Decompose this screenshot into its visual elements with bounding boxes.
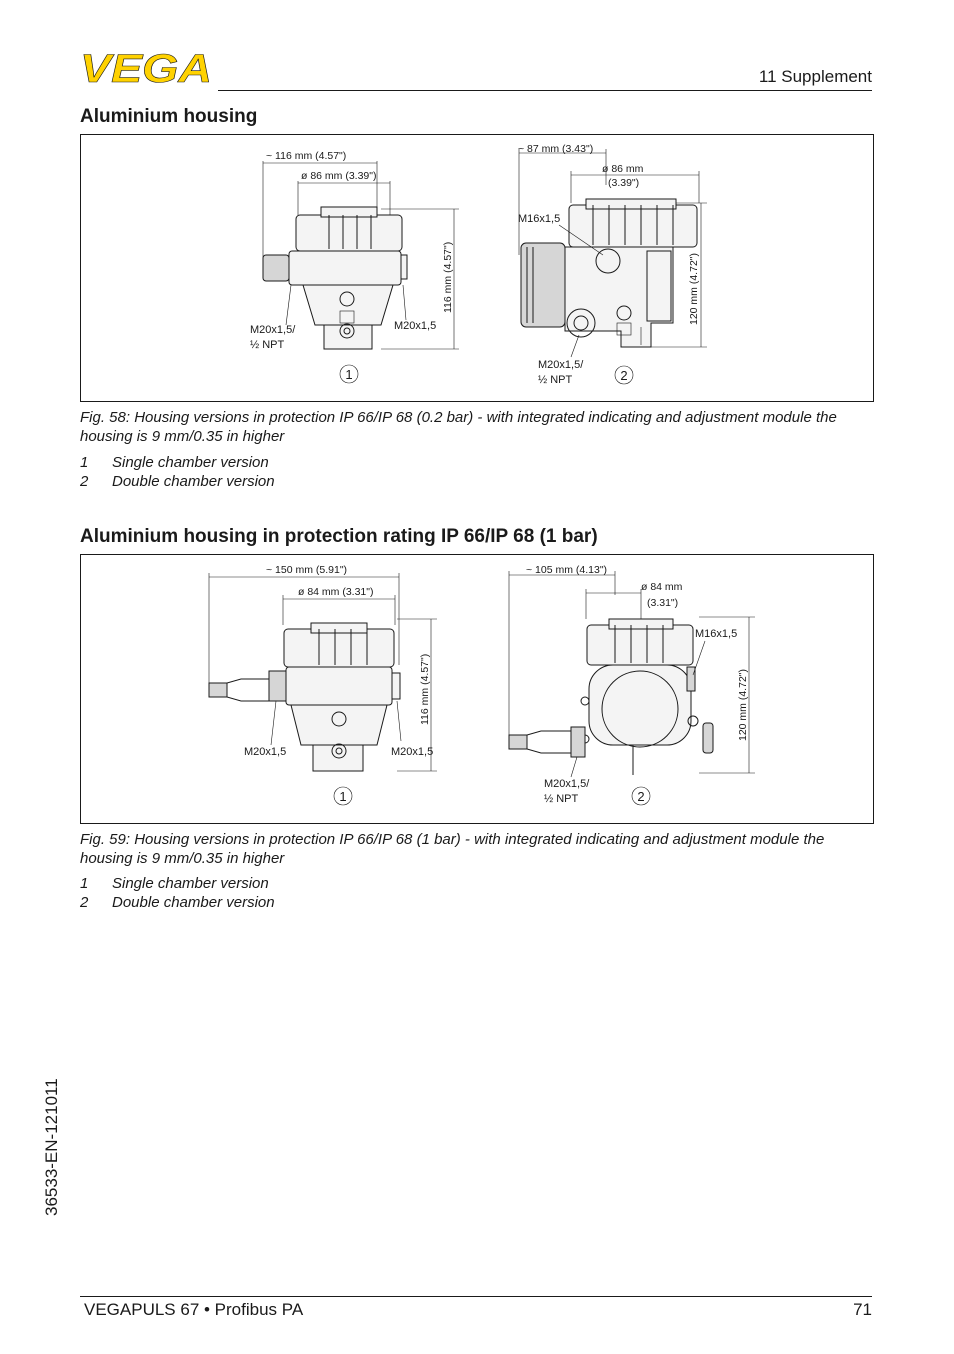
legend-item: 1 Single chamber version — [80, 875, 269, 892]
dim-width-3: ~ 150 mm (5.91") — [266, 564, 348, 576]
dim-diameter-1: ø 86 mm (3.39") — [301, 170, 377, 182]
vega-logo — [80, 48, 220, 88]
dim-diameter-2a: ø 86 mm — [602, 163, 644, 175]
thread-left-1a: M20x1,5/ — [250, 324, 296, 336]
thread-bottom-2a: M20x1,5/ — [538, 359, 584, 371]
figure-58-legend — [80, 453, 275, 491]
legend-item: 2 Double chamber version — [80, 894, 275, 911]
figure-59-legend — [80, 874, 275, 912]
figure-59-caption: Fig. 59: Housing versions in protection IP 66/IP 68 (1 bar) - with integrated indicating and adjustment module the housing is 9 mm/0.35 in higher — [80, 831, 825, 867]
thread-top-4: M16x1,5 — [695, 628, 738, 640]
double-chamber-drawing-1 — [518, 143, 707, 386]
figure-59-drawing — [81, 555, 873, 823]
thread-top-2: M16x1,5 — [518, 213, 561, 225]
figure-58-caption: Fig. 58: Housing versions in protection IP 66/IP 68 (0.2 bar) - with integrated indicating and adjustment module the housing is 9 mm/0.35 in higher — [80, 409, 837, 445]
dim-width-1: ~ 116 mm (4.57") — [266, 150, 347, 162]
figure-58-drawing — [81, 135, 873, 401]
dim-diameter-3: ø 84 mm (3.31") — [298, 586, 374, 598]
dim-height-3: 116 mm (4.57") — [419, 653, 431, 725]
thread-bottom-2b: ½ NPT — [538, 374, 573, 386]
section-heading-1: Aluminium housing — [80, 106, 258, 127]
dim-height-1: 116 mm (4.57") — [442, 241, 454, 313]
thread-bottom-4b: ½ NPT — [544, 793, 579, 805]
thread-left-3: M20x1,5 — [244, 746, 287, 758]
thread-right-1: M20x1,5 — [394, 320, 437, 332]
dim-diameter-4b: (3.31") — [647, 597, 679, 609]
single-chamber-drawing-2 — [209, 564, 437, 805]
dim-height-2: 120 mm (4.72") — [688, 252, 700, 325]
page-number: 71 — [853, 1300, 872, 1319]
header-rule — [218, 90, 872, 91]
figure-number-2: 2 — [620, 368, 628, 383]
dim-diameter-2b: (3.39") — [608, 177, 640, 189]
section-heading-2: Aluminium housing in protection rating IP 66/IP 68 (1 bar) — [80, 526, 598, 547]
figure-58 — [80, 134, 874, 402]
thread-bottom-4a: M20x1,5/ — [544, 778, 590, 790]
section-label: 11 Supplement — [758, 67, 872, 86]
legend-item: 1 Single chamber version — [80, 454, 269, 471]
figure-number-3: 1 — [339, 789, 347, 804]
footer-product: VEGAPULS 67 • Profibus PA — [84, 1300, 304, 1319]
figure-number-4: 2 — [637, 789, 645, 804]
legend-item: 2 Double chamber version — [80, 473, 275, 490]
logo-text: VEGA — [80, 48, 212, 88]
dim-height-4: 120 mm (4.72") — [737, 668, 749, 741]
figure-number-1: 1 — [345, 367, 353, 382]
figure-59 — [80, 554, 874, 824]
dim-diameter-4a: ø 84 mm — [641, 581, 683, 593]
thread-right-3: M20x1,5 — [391, 746, 434, 758]
dim-width-4: ~ 105 mm (4.13") — [526, 564, 608, 576]
dim-width-2: ~ 87 mm (3.43") — [518, 143, 594, 155]
footer-rule — [80, 1296, 872, 1297]
single-chamber-drawing-1 — [250, 150, 459, 383]
double-chamber-drawing-2 — [509, 564, 755, 805]
thread-left-1b: ½ NPT — [250, 339, 285, 351]
